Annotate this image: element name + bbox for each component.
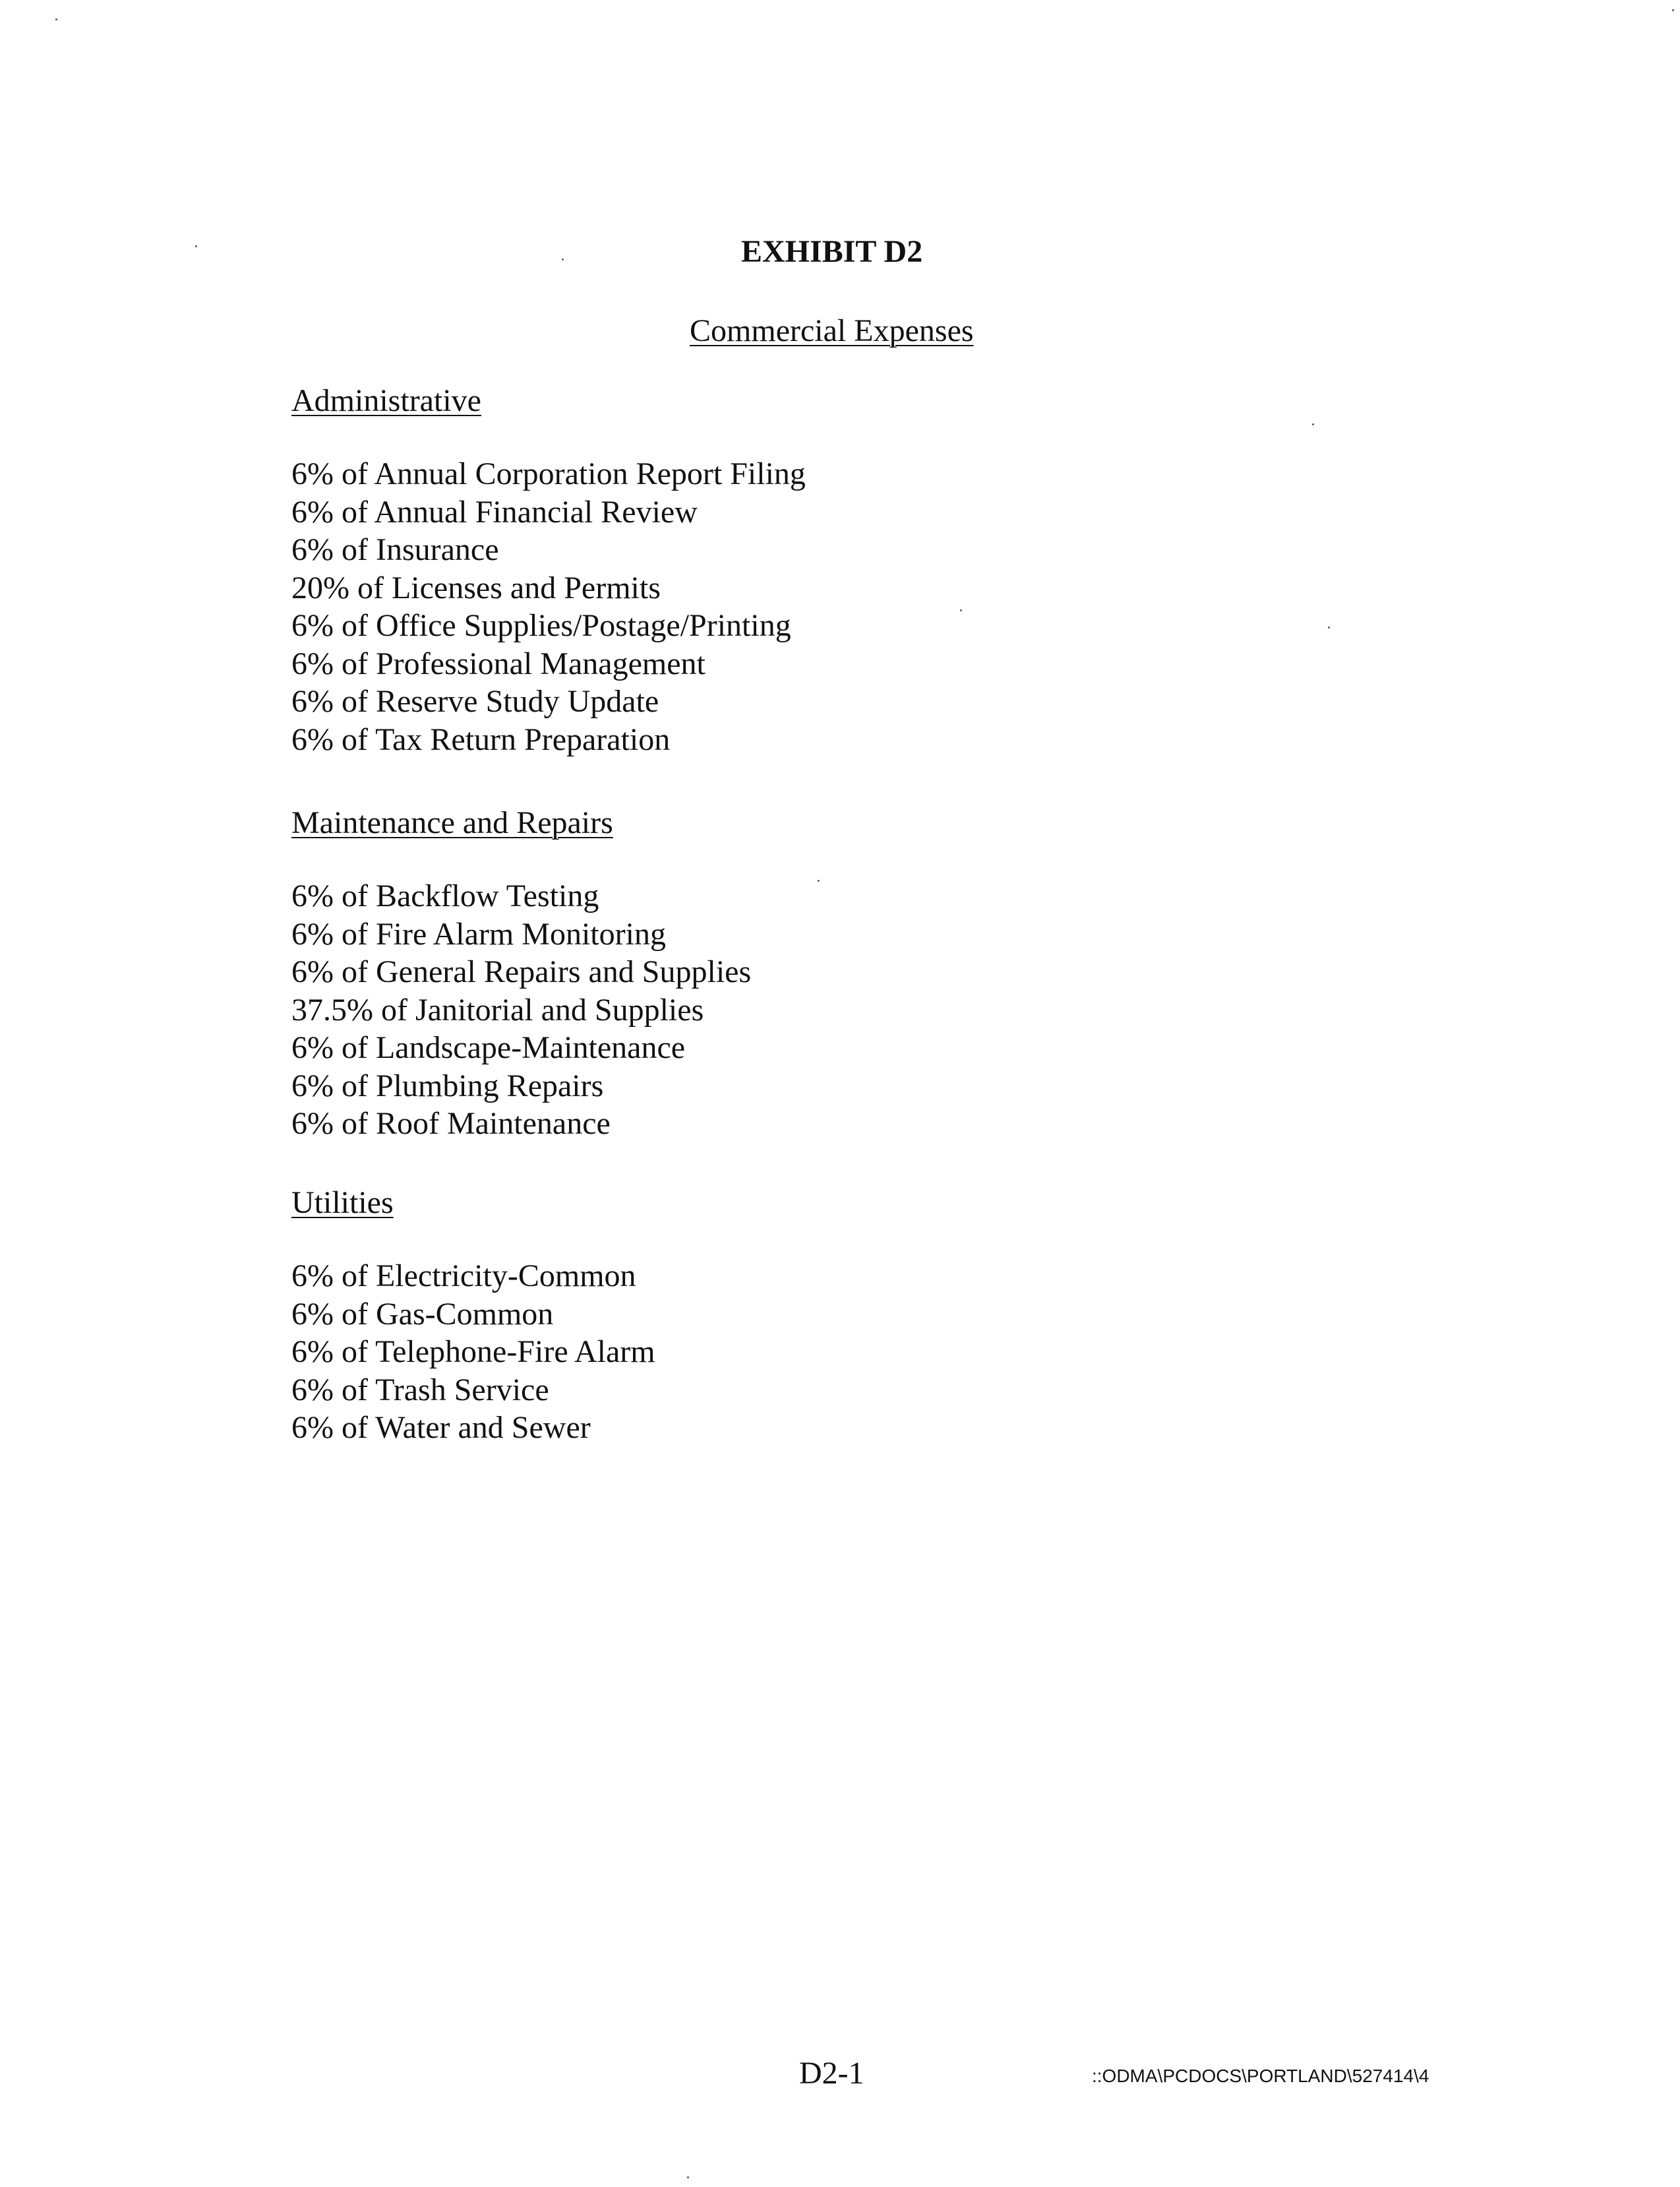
expense-item: 6% of Tax Return Preparation	[291, 722, 671, 757]
scan-speck	[1328, 627, 1330, 629]
expense-item: 6% of Backflow Testing	[291, 878, 599, 913]
document-subtitle: Commercial Expenses	[690, 313, 974, 348]
expense-item: 6% of Telephone-Fire Alarm	[291, 1334, 655, 1369]
expense-item: 6% of General Repairs and Supplies	[291, 954, 752, 989]
expense-item: 6% of Fire Alarm Monitoring	[291, 916, 666, 952]
expense-item: 37.5% of Janitorial and Supplies	[291, 992, 704, 1028]
expense-list	[291, 1257, 655, 1447]
section-maintenance-and-repairs	[291, 807, 751, 1143]
expense-item: 6% of Water and Sewer	[291, 1410, 591, 1445]
expense-item: 20% of Licenses and Permits	[291, 570, 661, 605]
expense-item: 6% of Annual Corporation Report Filing	[291, 456, 806, 491]
section-heading: Maintenance and Repairs	[291, 805, 613, 840]
section-heading: Utilities	[291, 1185, 394, 1220]
section-administrative	[291, 385, 806, 758]
expense-item: 6% of Landscape-Maintenance	[291, 1030, 686, 1065]
expense-item: 6% of Reserve Study Update	[291, 684, 659, 719]
scan-speck	[960, 609, 962, 611]
scan-speck	[1672, 9, 1674, 11]
expense-item: 6% of Professional Management	[291, 646, 705, 681]
scan-speck	[818, 880, 820, 882]
expense-item: 6% of Annual Financial Review	[291, 494, 698, 530]
section-utilities	[291, 1187, 655, 1447]
page-number: D2-1	[799, 2056, 864, 2091]
expense-item: 6% of Insurance	[291, 532, 499, 567]
expense-item: 6% of Plumbing Repairs	[291, 1068, 604, 1103]
expense-list	[291, 455, 806, 758]
scan-speck	[562, 259, 564, 261]
scan-speck	[687, 2176, 689, 2178]
expense-item: 6% of Gas-Common	[291, 1296, 554, 1332]
section-heading: Administrative	[291, 383, 481, 418]
expense-item: 6% of Trash Service	[291, 1372, 549, 1407]
exhibit-title: EXHIBIT D2	[741, 234, 923, 269]
expense-list	[291, 877, 751, 1143]
document-path: ::ODMA\PCDOCS\PORTLAND\527414\4	[1092, 2066, 1429, 2086]
expense-item: 6% of Roof Maintenance	[291, 1106, 611, 1141]
scan-speck	[195, 245, 197, 247]
scan-speck	[55, 18, 57, 20]
scan-speck	[1312, 423, 1314, 425]
expense-item: 6% of Office Supplies/Postage/Printing	[291, 608, 791, 643]
expense-item: 6% of Electricity-Common	[291, 1258, 636, 1293]
